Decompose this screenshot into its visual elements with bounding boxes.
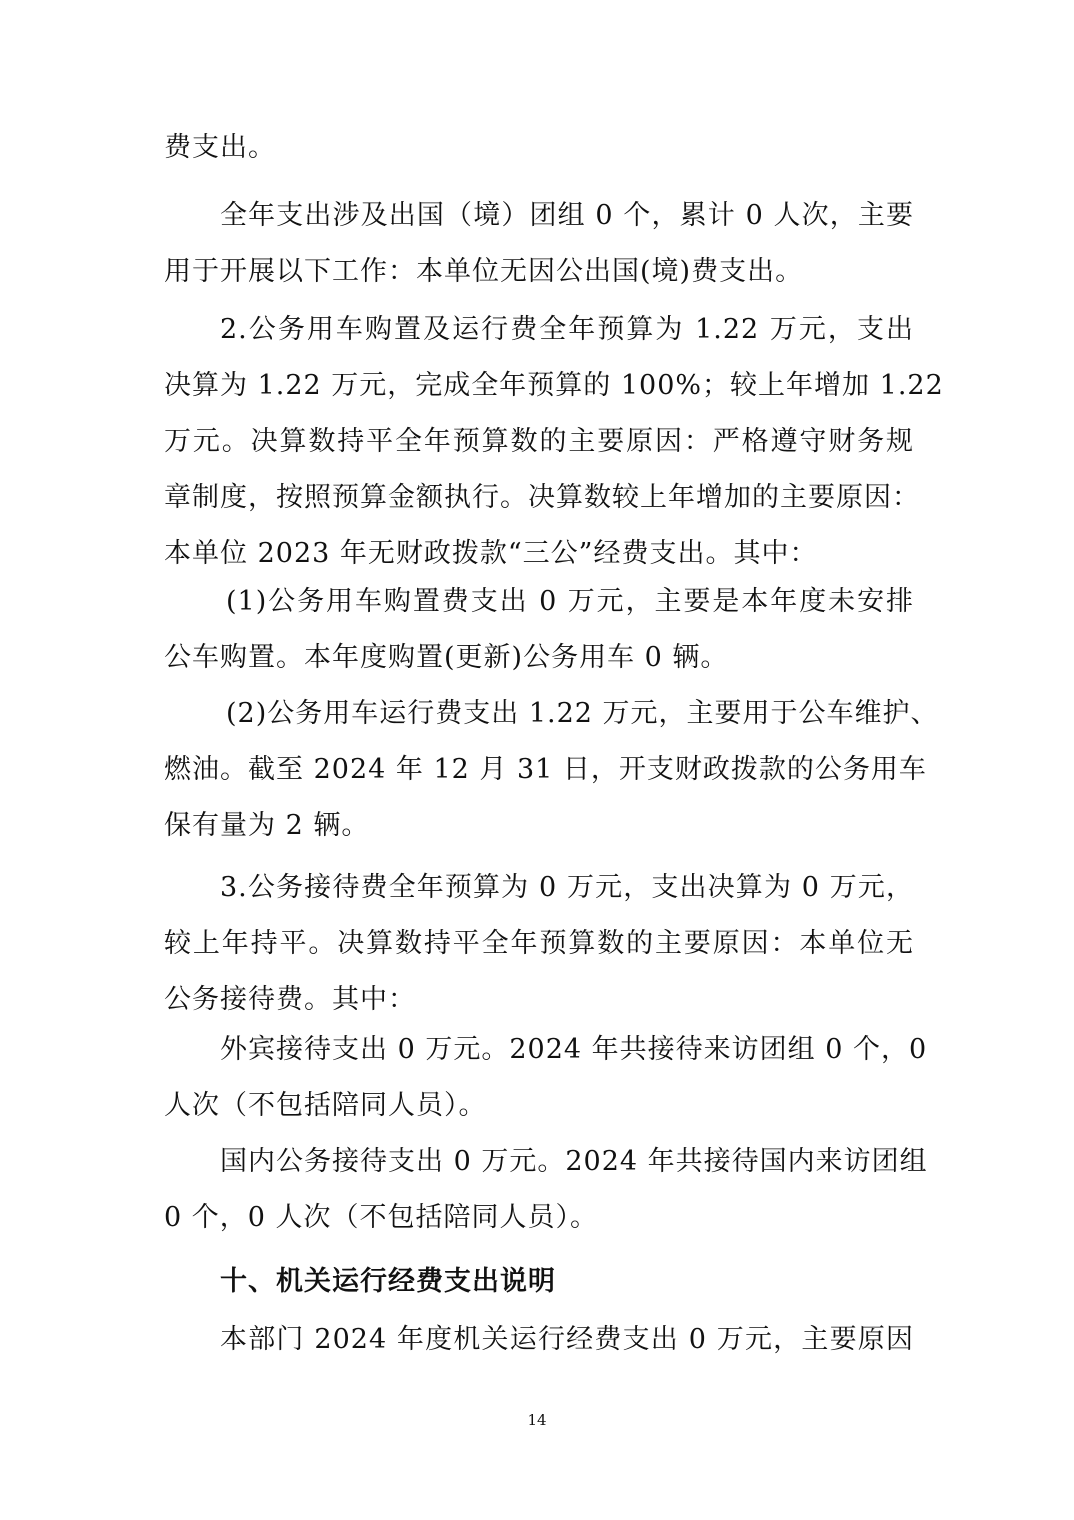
text-line-4: 2.公务用车购置及运行费全年预算为 1.22 万元，支出 [220, 314, 914, 345]
text-line-2: 全年支出涉及出国（境）团组 0 个，累计 0 人次，主要 [220, 200, 914, 231]
text-line-10: 公车购置。本年度购置(更新)公务用车 0 辆。 [164, 642, 729, 673]
text-line-1: 费支出。 [164, 132, 276, 163]
text-line-20: 0 个，0 人次（不包括陪同人员）。 [164, 1202, 599, 1233]
text-line-14: 3.公务接待费全年预算为 0 万元，支出决算为 0 万元， [220, 872, 914, 903]
text-line-8: 本单位 2023 年无财政拨款“三公”经费支出。其中： [164, 538, 818, 569]
text-line-11: (2)公务用车运行费支出 1.22 万元，主要用于公车维护、 [226, 698, 939, 729]
text-line-16: 公务接待费。其中： [164, 984, 416, 1015]
text-line-19: 国内公务接待支出 0 万元。2024 年共接待国内来访团组 [220, 1146, 928, 1177]
text-line-7: 章制度，按照预算金额执行。决算数较上年增加的主要原因： [164, 482, 920, 513]
text-line-13: 保有量为 2 辆。 [164, 810, 370, 841]
text-line-5: 决算为 1.22 万元，完成全年预算的 100%；较上年增加 1.22 [164, 370, 944, 401]
text-line-12: 燃油。截至 2024 年 12 月 31 日，开支财政拨款的公务用车 [164, 754, 927, 785]
page-number: 14 [527, 1411, 547, 1429]
text-line-18: 人次（不包括陪同人员）。 [164, 1090, 487, 1121]
text-line-17: 外宾接待支出 0 万元。2024 年共接待来访团组 0 个，0 [220, 1034, 928, 1065]
text-line-21: 本部门 2024 年度机关运行经费支出 0 万元，主要原因 [220, 1324, 914, 1355]
section-heading: 十、机关运行经费支出说明 [220, 1266, 556, 1297]
text-line-9: (1)公务用车购置费支出 0 万元，主要是本年度未安排 [226, 586, 914, 617]
text-line-6: 万元。决算数持平全年预算数的主要原因：严格遵守财务规 [164, 426, 914, 457]
text-line-3: 用于开展以下工作：本单位无因公出国(境)费支出。 [164, 256, 804, 287]
text-line-15: 较上年持平。决算数持平全年预算数的主要原因：本单位无 [164, 928, 914, 959]
